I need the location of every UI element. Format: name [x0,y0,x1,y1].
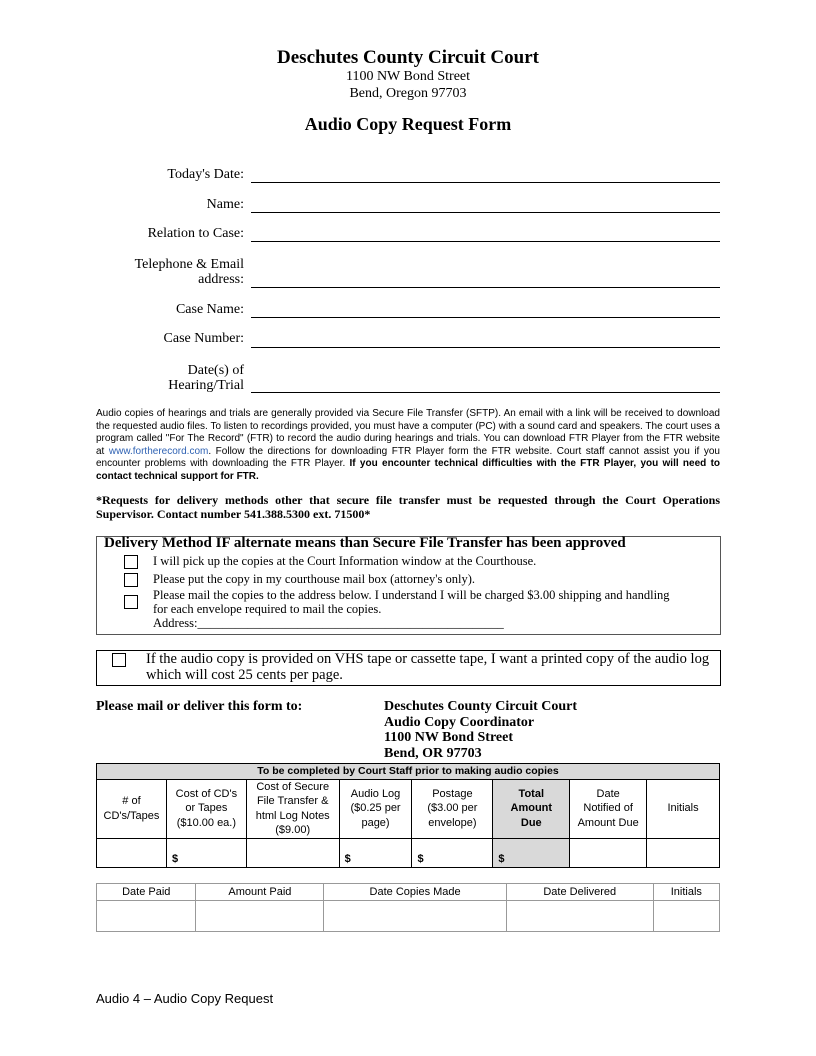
case-name-line[interactable] [251,317,720,318]
mail-checkbox[interactable] [124,595,138,609]
info-text-3: If you encounter technical difficulties with the FTR Player, you will need to contact technical support for FTR. [96,458,721,482]
staff-value-cell[interactable] [647,838,720,867]
vhs-checkbox[interactable] [112,653,126,667]
mail-to-label: Please mail or deliver this form to: [96,699,303,714]
telephone-line[interactable] [251,287,720,288]
mail-to-address [384,699,577,761]
dates-line[interactable] [251,392,720,393]
mail-option-line2: for each envelope required to mail the copies. [153,602,382,616]
staff-table [96,763,720,868]
staff-value-cell[interactable] [570,838,647,867]
staff-table-header: To be completed by Court Staff prior to making audio copies [97,764,720,780]
staff-value-cell[interactable] [246,838,339,867]
payment-column-header: Amount Paid [196,884,324,901]
vhs-option-label: If the audio copy is provided on VHS tape or cassette tape, I want a printed copy of the audio log which will cost 25 cents per page. [146,651,710,683]
name-label: Name: [206,197,244,212]
mail-to-line4: Bend, OR 97703 [384,745,482,761]
staff-value-cell[interactable]: $ [493,838,570,867]
staff-value-row [97,838,720,867]
court-city: Bend, Oregon 97703 [349,86,467,101]
info-paragraph [96,408,720,483]
telephone-label-line1: Telephone & Email [134,257,244,272]
mailbox-checkbox[interactable] [124,573,138,587]
address-field[interactable]: Address:_________________________________________________ [153,616,504,630]
pickup-option-label: I will pick up the copies at the Court Information window at the Courthouse. [153,554,537,568]
dates-label-line1: Date(s) of [187,363,244,378]
dates-label-line2: Hearing/Trial [168,378,244,393]
mail-to-line2: Audio Copy Coordinator [384,714,535,730]
relation-line[interactable] [251,241,720,242]
telephone-label [135,257,244,287]
page-footer: Audio 4 – Audio Copy Request [96,991,274,1006]
relation-label: Relation to Case: [147,226,244,241]
name-line[interactable] [251,212,720,213]
form-title: Audio Copy Request Form [304,114,512,134]
payment-table [96,883,720,932]
ftr-website-link[interactable]: www.fortherecord.com [108,445,209,457]
payment-column-headers [97,884,720,901]
mail-option-line1: Please mail the copies to the address below. I understand I will be charged $3.00 shipping and handling [153,588,670,602]
mail-to-line1: Deschutes County Circuit Court [384,699,578,714]
todays-date-line[interactable] [251,182,720,183]
dates-label [168,363,244,393]
case-name-label: Case Name: [175,302,244,317]
staff-column-header: # of CD's/Tapes [97,779,167,838]
todays-date-label: Today's Date: [167,167,244,182]
staff-column-header: Cost of CD's or Tapes ($10.00 ea.) [166,779,246,838]
court-street: 1100 NW Bond Street [345,69,471,84]
case-number-label: Case Number: [163,331,244,346]
payment-value-cell[interactable] [653,901,719,932]
payment-value-row [97,901,720,932]
payment-column-header: Date Delivered [506,884,653,901]
staff-column-header: Audio Log ($0.25 per page) [339,779,412,838]
payment-column-header: Initials [653,884,719,901]
staff-column-header: Date Notified of Amount Due [570,779,647,838]
mail-to-line3: 1100 NW Bond Street [384,730,513,745]
info-text-2: . Follow the directions for downloading FTR Player form the FTR website. Court staff cannot assist you if you encounter problems with downloading the FTR Player. [96,445,720,469]
staff-column-header: Total Amount Due [493,779,570,838]
mailbox-option-label: Please put the copy in my courthouse mail box (attorney's only). [153,572,475,586]
info-text-1: Audio copies of hearings and trials are generally provided via Secure File Transfer (SFTP). An email with a link will be received to download the requested audio files. To listen to recordings provided, you must have a computer (PC) with a sound card and speakers. The court uses a program called "For The Record" (FTR) to record the audio during hearings and trials. You can download FTR Player from the FTR website at [96,408,720,457]
payment-value-cell[interactable] [196,901,324,932]
staff-value-cell[interactable] [97,838,167,867]
staff-value-cell[interactable]: $ [166,838,246,867]
payment-column-header: Date Copies Made [324,884,506,901]
payment-value-cell[interactable] [506,901,653,932]
delivery-note: *Requests for delivery methods other that secure file transfer must be requested through the Court Operations Supervisor. Contact number 541.388.5300 ext. 71500* [96,493,720,521]
staff-column-header: Cost of Secure File Transfer & html Log Notes ($9.00) [246,779,339,838]
payment-value-cell[interactable] [324,901,506,932]
payment-value-cell[interactable] [97,901,196,932]
pickup-checkbox[interactable] [124,555,138,569]
delivery-title: Delivery Method IF alternate means than Secure File Transfer has been approved [104,535,626,551]
court-name: Deschutes County Circuit Court [277,47,539,68]
staff-column-header: Initials [647,779,720,838]
telephone-label-line2: address: [198,272,244,287]
payment-column-header: Date Paid [97,884,196,901]
staff-value-cell[interactable]: $ [412,838,493,867]
case-number-line[interactable] [251,347,720,348]
staff-column-headers [97,779,720,838]
staff-column-header: Postage ($3.00 per envelope) [412,779,493,838]
mail-option-label [153,588,670,630]
staff-value-cell[interactable]: $ [339,838,412,867]
